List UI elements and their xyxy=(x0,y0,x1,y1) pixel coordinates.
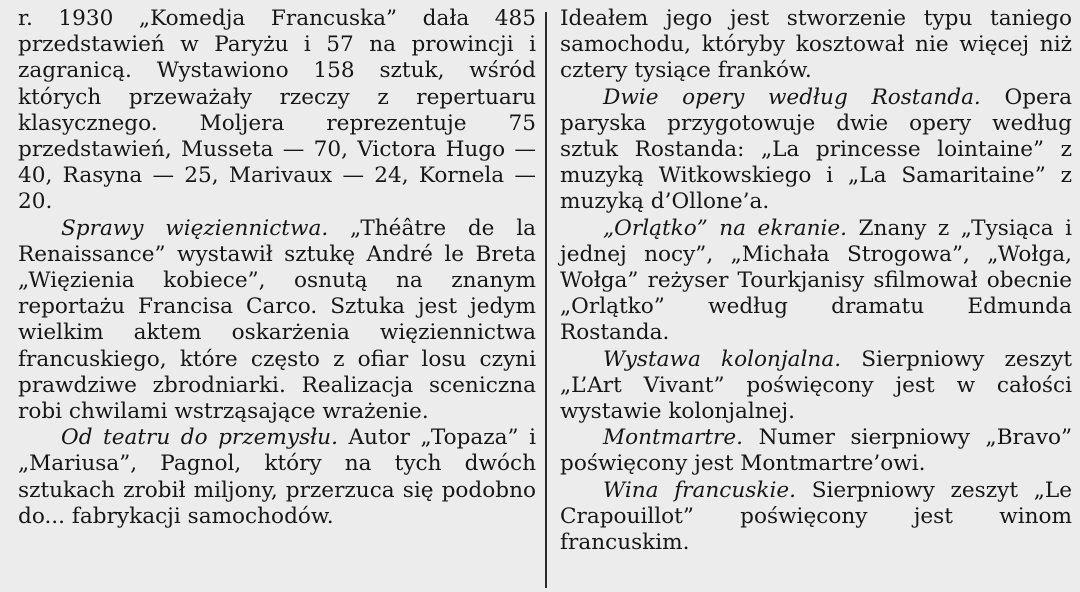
operas-article-body: Opera paryska przygotowuje dwie opery według sztuk Rostanda: „La princesse lointaine” z muzyką Witkowskiego i „La Samaritaine” z muzyką d’Ollone’a. xyxy=(560,84,1072,215)
montmartre-heading: Montmartre. xyxy=(603,425,744,451)
montmartre-article xyxy=(560,425,1072,477)
prison-article-body: „Théâtre de la Renaissance” wystawił sztukę André le Breta „Więzienia kobiece”, osnutą na znanym reportażu Francisa Carco. Sztuka jest jedym wielkim aktem oskarżenia więziennictwa francuskiego, które często z ofiar losu czyni prawdziwe zbrodniarki. Realizacja sceniczna robi chwilami wstrząsające wrażenie. xyxy=(18,215,536,425)
film-article xyxy=(560,216,1072,347)
right-column xyxy=(560,6,1072,556)
colonial-exhibition-body: Sierpniowy zeszyt „L’Art Vivant” poświęcony jest w całości wystawie kolonjalnej. xyxy=(560,346,1073,425)
car-continuation-paragraph xyxy=(560,6,1072,85)
colonial-exhibition-heading: Wystawa kolonjalna. xyxy=(603,346,842,372)
prison-article xyxy=(18,216,536,426)
left-column xyxy=(18,6,536,530)
theatre-statistics-paragraph xyxy=(18,6,536,216)
theatre-statistics-text: r. 1930 „Komedja Francuska” dała 485 przedstawień w Paryżu i 57 na prowincji i zagranicą. Wystawiono 158 sztuk, wśród których przeważały rzeczy z repertuaru klasycznego. Moljera reprezentuje 75 przedstawień, Musseta — 70, Victora Hugo — 40, Rasyna — 25, Marivaux — 24, Kornela — 20. xyxy=(18,6,536,215)
montmartre-body: Numer sierpniowy „Bravo” poświęcony jest Montmartre’owi. xyxy=(560,425,1072,477)
film-article-body: Znany z „Tysiąca i jednej nocy”, „Michała Strogowa”, „Wołga, Wołga” reżyser Tourkjanisy sfilmował obecnie „Orlątko” według dramatu Edmunda Rostanda. xyxy=(560,215,1073,346)
colonial-exhibition-article xyxy=(560,347,1072,426)
industry-article-heading: Od teatru do przemysłu. xyxy=(61,425,338,451)
operas-article-heading: Dwie opery według Rostanda. xyxy=(603,84,981,110)
film-article-heading: „Orlątko” na ekranie. xyxy=(603,215,848,241)
operas-article xyxy=(560,85,1072,216)
wines-body: Sierpniowy zeszyt „Le Crapouillot” poświęcony jest winom francuskim. xyxy=(560,477,1072,556)
car-continuation-text: Ideałem jego jest stworzenie typu taniego samochodu, któryby kosztował nie więcej niż cztery tysiące franków. xyxy=(560,6,1072,84)
column-divider xyxy=(545,12,547,588)
wines-heading: Wina francuskie. xyxy=(603,477,797,503)
wines-article xyxy=(560,478,1072,557)
industry-article-body: Autor „Topaza” i „Mariusa”, Pagnol, który na tych dwóch sztukach zrobił miljony, przerzuca się podobno do... fabrykacji samochodów. xyxy=(18,425,536,529)
prison-article-heading: Sprawy więziennictwa. xyxy=(61,215,329,241)
industry-article xyxy=(18,425,536,530)
